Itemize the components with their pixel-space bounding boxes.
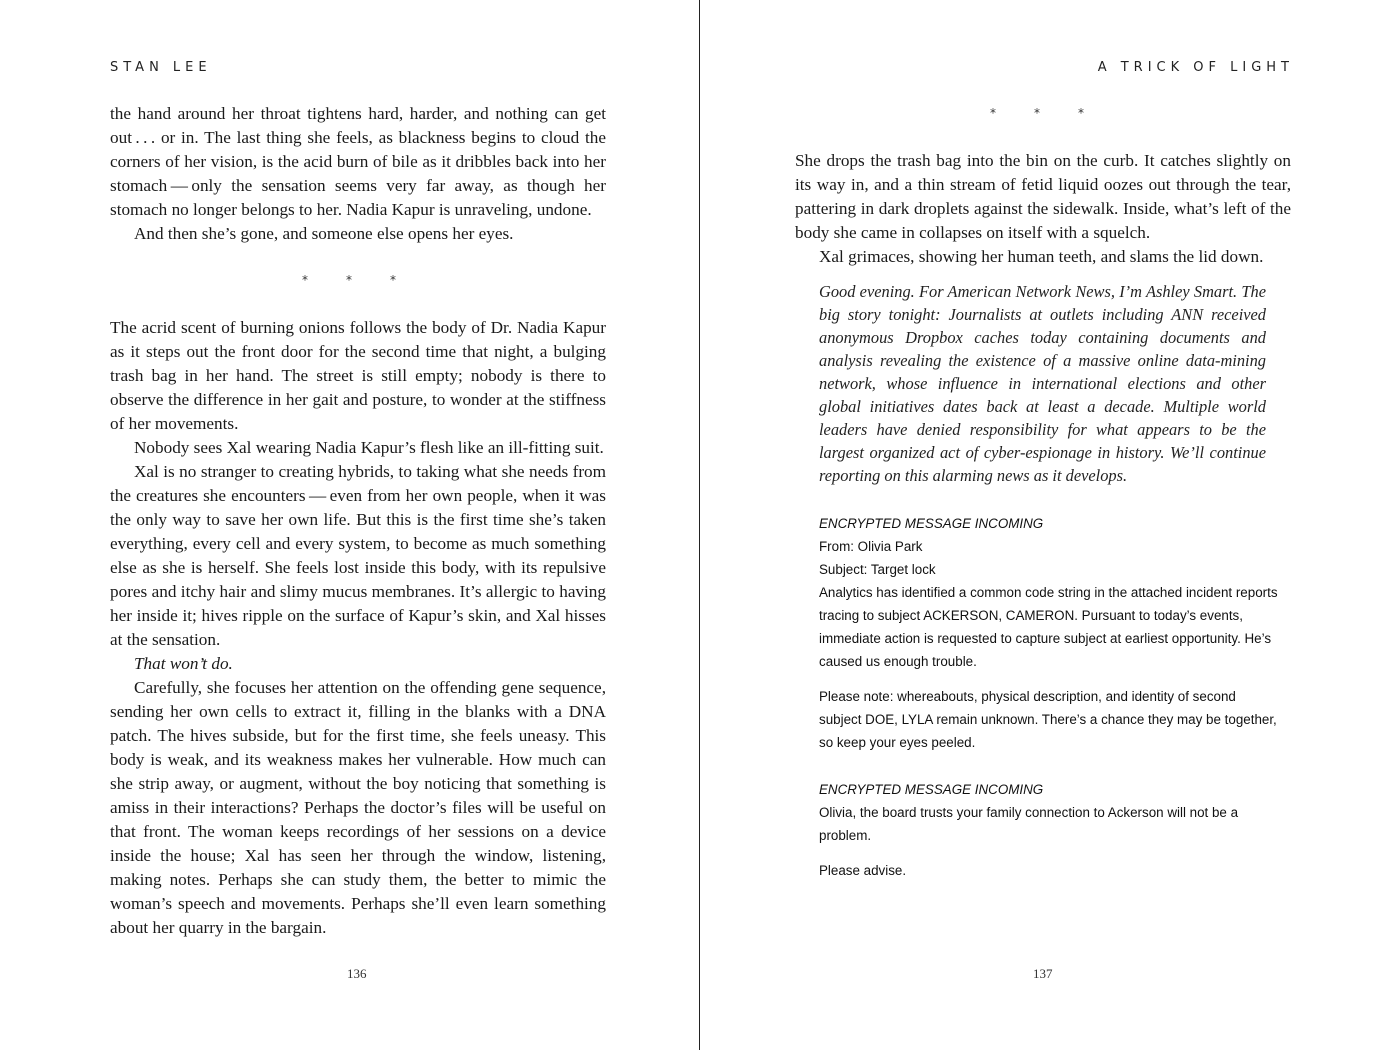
page-number: 137 xyxy=(1033,966,1053,981)
paragraph: Nobody sees Xal wearing Nadia Kapur’s flesh like an ill-fitting suit. xyxy=(134,438,604,457)
encrypted-message xyxy=(819,512,1279,754)
section-break-asterisk: * xyxy=(390,273,396,287)
message-body: Please note: whereabouts, physical description, and identity of second subject DOE, LYLA remain unknown. There’s a chance they may be together, so keep your eyes peeled. xyxy=(819,689,1277,750)
section-break-asterisk: * xyxy=(1078,106,1084,120)
left-text-top xyxy=(110,102,606,246)
running-head-title: A TRICK OF LIGHT xyxy=(1097,60,1294,75)
message-subject: Subject: Target lock xyxy=(819,562,936,577)
section-break-asterisk: * xyxy=(1034,106,1040,120)
message-header: ENCRYPTED MESSAGE INCOMING xyxy=(819,516,1044,531)
message-from: From: Olivia Park xyxy=(819,539,923,554)
section-break xyxy=(971,106,1103,120)
section-break-asterisk: * xyxy=(990,106,996,120)
paragraph-italic: That won’t do. xyxy=(134,654,233,673)
paragraph: Xal is no stranger to creating hybrids, to taking what she needs from the creatures she encounters — even from her own people, when it was the only way to save her own life. But this is the first time she’s taken everything, every cell and every system, to become as much something else as she is herself. She feels lost inside this body, with its repulsive pores and itchy hair and slimy mucus membranes. It’s allergic to having her inside it; hives ripple on the surface of Kapur’s skin, and Xal hisses at the sensation. xyxy=(110,462,606,649)
paragraph: Xal grimaces, showing her human teeth, and slams the lid down. xyxy=(819,247,1264,266)
message-body: Please advise. xyxy=(819,863,907,878)
encrypted-message xyxy=(819,778,1279,882)
page-number: 136 xyxy=(347,966,367,981)
paragraph: She drops the trash bag into the bin on the curb. It catches slightly on its way in, and a thin stream of fetid liquid oozes out through the tear, pattering in dark droplets against the sidewalk. Inside, what’s left of the body she came in collapses on itself with a squelch. xyxy=(795,151,1291,242)
paragraph: And then she’s gone, and someone else opens her eyes. xyxy=(134,224,514,243)
right-text-top xyxy=(795,149,1291,269)
paragraph: The acrid scent of burning onions follows the body of Dr. Nadia Kapur as it steps out the front door for the second time that night, a bulging trash bag in her hand. The street is still empty; nobody is there to observe the difference in her gait and posture, to wonder at the stiffness of her movements. xyxy=(110,318,606,433)
running-head-author: STAN LEE xyxy=(110,60,212,75)
message-header: ENCRYPTED MESSAGE INCOMING xyxy=(819,782,1044,797)
left-text-main xyxy=(110,316,606,940)
section-break-asterisk: * xyxy=(302,273,308,287)
message-body: Analytics has identified a common code string in the attached incident reports tracing to subject ACKERSON, CAMERON. Pursuant to today’s events, immediate action is requested to capture subject at earliest opportunity. He’s caused us enough trouble. xyxy=(819,585,1278,669)
news-broadcast-excerpt: Good evening. For American Network News, I’m Ashley Smart. The big story tonight: Journalists at outlets including ANN received anonymous Dropbox caches today containing documents and analysis revealing the existence of a massive online data-mining network, whose influence in international elections and other global initiatives dates back at least a decade. Multiple world leaders have denied responsibility for what appears to be the largest organized act of cyber-espionage in history. We’ll continue reporting on this alarming news as it develops. xyxy=(819,282,1266,485)
right-page xyxy=(701,0,1400,1050)
paragraph: the hand around her throat tightens hard, harder, and nothing can get out . . . or in. The last thing she feels, as blackness begins to cloud the corners of her vision, is the acid burn of bile as it dribbles back into her stomach — only the sensation seems very far away, as though her stomach no longer belongs to her. Nadia Kapur is unraveling, undone. xyxy=(110,104,606,219)
section-break xyxy=(283,273,415,287)
paragraph: Carefully, she focuses her attention on the offending gene sequence, sending her own cells to extract it, filling in the blanks with a DNA patch. The hives subside, but for the first time, she feels uneasy. This body is weak, and its weakness makes her vulnerable. How much can she strip away, or augment, without the boy noticing that something is amiss in their interactions? Perhaps the doctor’s files will be useful on that front. The woman keeps recordings of her sessions on a device inside the house; Xal has seen her through the window, listening, making notes. Perhaps she can study them, the better to mimic the woman’s speech and movements. Perhaps she’ll even learn something about her quarry in the bargain. xyxy=(110,678,606,937)
message-body: Olivia, the board trusts your family connection to Ackerson will not be a problem. xyxy=(819,805,1239,843)
section-break-asterisk: * xyxy=(346,273,352,287)
